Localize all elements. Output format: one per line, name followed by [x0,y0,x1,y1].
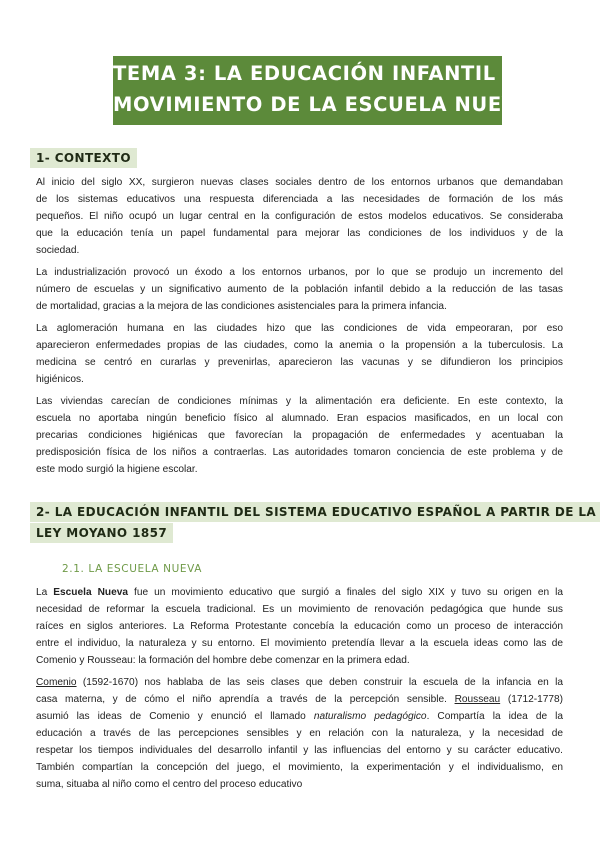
text-line: pequeños. El niño ocupó un lugar central en la configuración de estos modelos educativos. Se consideraba [36,211,563,222]
page-title-line-1: TEMA 3: LA EDUCACIÓN INFANTIL Y EL [113,62,553,85]
subsection-heading: 2.1. LA ESCUELA NUEVA [62,563,203,575]
text-line: predisposición física de los niños a contraerlas. Las autoridades tomaron conciencia de este problema y de [36,447,563,458]
text-line: educación a través de las percepciones sensibles y en relación con la naturaleza, y la necesidad de [36,728,563,739]
text-line: necesidad de reformar la escuela tradicional. Es un movimiento de renovación pedagógica que hunde sus [36,604,563,615]
text-line: precarias condiciones higiénicas que favorecían la propagación de enfermedades y acentuaban la [36,430,563,441]
text-line: de mortalidad, gracias a la mejora de las condiciones asistenciales para la primera infancia. [36,301,447,312]
text-line: raíces en siglos anteriores. La Reforma Protestante concebía la educación como un proceso de interacción [36,621,563,632]
text-line: número de escuelas y un significativo aumento de la población infantil debido a la reducción de las tasas [36,284,563,295]
text-line: entre el individuo, la naturaleza y su entorno. El movimiento pretendía llevar a la escuela ideas como las de [36,638,563,649]
text-line: La industrialización provocó un éxodo a los entornos urbanos, por lo que se produjo un incremento del [36,267,563,278]
italic-term: naturalismo pedagógico [313,711,427,722]
section-2-heading-line-2: LEY MOYANO 1857 [30,523,173,543]
text-line: higiénicos. [36,374,84,385]
title-banner [113,56,553,125]
section-1-heading: 1- CONTEXTO [30,148,137,168]
text-line: este modo surgió la higiene escolar. [36,464,198,475]
text-line: Comenio (1592-1670) nos hablaba de las seis clases que deben construir la escuela de la infancia en la [36,677,563,688]
text-line: que la educación tenía un papel fundamental para mejorar las condiciones de los individuos y de la [36,228,563,239]
text-line: sociedad. [36,245,80,256]
text-line: asumió las ideas de Comenio y enunció el llamado naturalismo pedagógico. Compartía la idea de la [36,711,563,722]
text-line: escuela no aportaba ningún beneficio físico al alumnado. Eran espacios masificados, en un local con [36,413,563,424]
text-line: aparecieron enfermedades propias de las ciudades, como la anemia o la propensión a la tuberculosis. La [36,340,563,351]
text-line: casa materna, y de cómo el niño aprendía a través de la percepción sensible. Rousseau (1712-1778) [36,694,563,705]
text-line: Comenio y Rousseau: la formación del hombre debe comenzar en la primera edad. [36,655,410,666]
text-line: Al inicio del siglo XX, surgieron nuevas clases sociales dentro de los entornos urbanos que demandaban [36,177,563,188]
text-line: También compartían la concepción del juego, el movimiento, la experimentación y el individualismo, en [36,762,563,773]
text-line: La Escuela Nueva fue un movimiento educativo que surgió a finales del siglo XIX y tuvo su origen en la [36,587,563,598]
text-line: Las viviendas carecían de condiciones mínimas y la alimentación era deficiente. En este contexto, la [36,396,563,407]
text-line: La aglomeración humana en las ciudades hizo que las condiciones de vida empeoraran, por eso [36,323,563,334]
underlined-name: Comenio [36,677,77,688]
text-line: suma, situaba al niño como el centro del proceso educativo [36,779,303,790]
text-line: respetar los tiempos individuales del desarrollo infantil y las influencias del entorno y su carácter educativo. [36,745,563,756]
bold-term: Escuela Nueva [53,587,128,598]
section-2-heading-line-1: 2- LA EDUCACIÓN INFANTIL DEL SISTEMA EDUCATIVO ESPAÑOL A PARTIR DE LA [30,502,600,522]
page-title-line-2: MOVIMIENTO DE LA ESCUELA NUEVA [113,93,532,116]
text-line: medicina se centró en curarlas y prevenirlas, aparecieron las vacunas y se difundieron los principios [36,357,563,368]
underlined-name: Rousseau [454,694,501,705]
text-line: de los sistemas educativos una respuesta diferenciada a las necesidades de formación de los más [36,194,563,205]
